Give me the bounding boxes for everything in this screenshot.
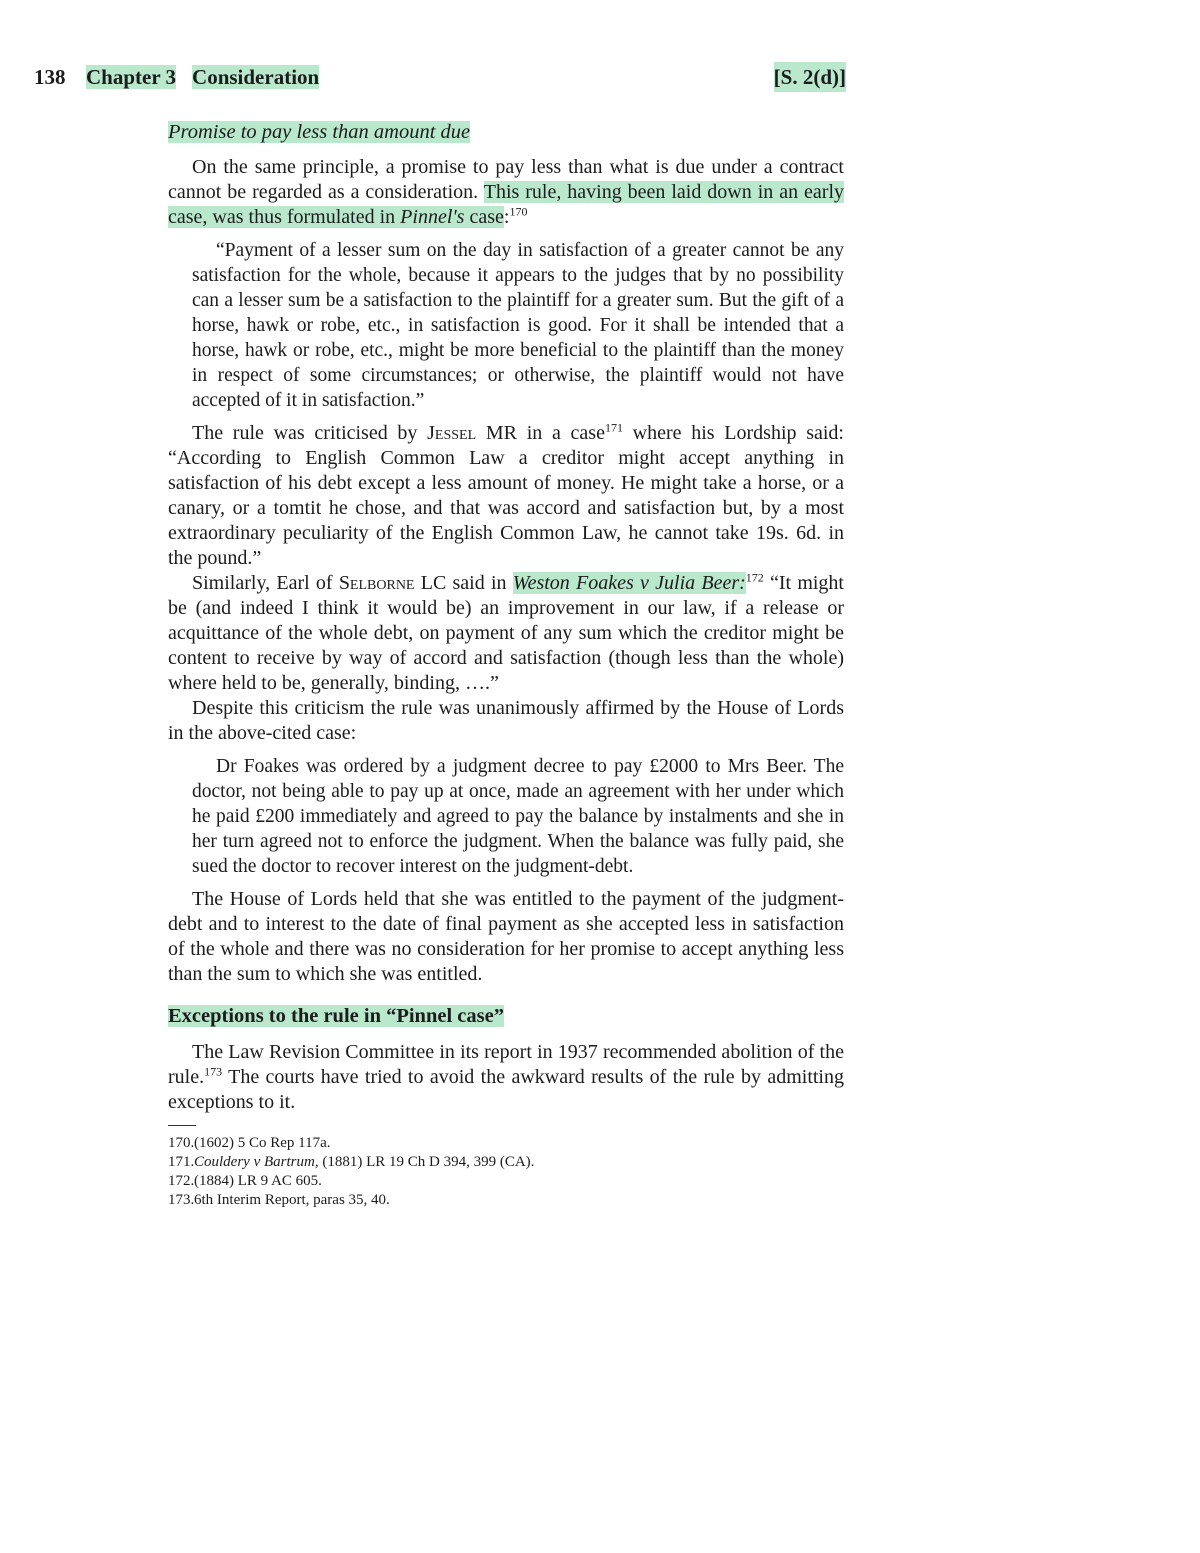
judge-name: Selborne <box>338 572 415 594</box>
footnote-ref-173: 173 <box>204 1064 223 1079</box>
footnote-ref-170: 170 <box>509 204 528 219</box>
paragraph-principle: On the same principle, a promise to pay less than what is due under a contract cannot be regarded as a consideration. This rule, having been laid down in an early case, was thus formulated in Pinnel's case:$^{170}$ <box>168 156 844 228</box>
running-header <box>34 62 846 92</box>
case-name: Weston Foakes v Julia Beer: <box>512 572 746 594</box>
section-heading-exceptions: Exceptions to the rule in “Pinnel case” <box>168 1005 504 1027</box>
footnote-ref-172: 172 <box>745 570 764 585</box>
page-body <box>168 116 844 1210</box>
page-number: 138 <box>34 65 66 89</box>
footnote-170: 170.(1602) 5 Co Rep 117a. <box>168 1135 331 1151</box>
paragraph-despite: Despite this criticism the rule was unanimously affirmed by the House of Lords in the above-cited case: <box>168 697 844 744</box>
footnote-divider <box>168 1125 196 1126</box>
footnote-171: 171.Couldery v Bartrum, (1881) LR 19 Ch D 394, 399 (CA). <box>168 1154 535 1170</box>
paragraph-law-revision: The Law Revision Committee in its report in 1937 recommended abolition of the rule.$^{173}$ The courts have tried to avoid the awkward results of the rule by admitting exceptions to it. <box>168 1041 844 1113</box>
chapter-title: Consideration <box>192 65 320 89</box>
footnote-173: 173.6th Interim Report, paras 35, 40. <box>168 1192 390 1208</box>
judge-name: Jessel <box>427 422 477 444</box>
paragraph-jessel: The rule was criticised by Jessel MR in a case$^{171}$ where his Lordship said: “According to English Common Law a creditor might accept anything in satisfaction of his debt except a less amount of money. He might take a horse, or a canary, or a tomtit he chose, and that was accord and satisfaction but, by a most extraordinary peculiarity of the English Common Law, he cannot take 19s. 6d. in the pound.” <box>168 420 844 569</box>
paragraph-holding: The House of Lords held that she was entitled to the payment of the judgment-debt and to interest to the date of final payment as she accepted less in satisfaction of the whole and there was no consideration for her promise to accept anything less than the sum to which she was entitled. <box>168 888 844 985</box>
chapter-label: Chapter 3 <box>86 65 177 89</box>
quote-pinnel: “Payment of a lesser sum on the day in satisfaction of a greater cannot be any satisfaction for the whole, because it appears to the judges that by no possibility can a lesser sum be a satisfaction to the plaintiff for a greater sum. But the gift of a horse, hawk or robe, etc., in satisfaction is good. For it shall be intended that a horse, hawk or robe, etc., might be more beneficial to the plaintiff than the money in respect of some circumstances; or otherwise, the plaintiff would not have accepted of it in satisfaction.” <box>192 240 844 411</box>
section-heading-promise: Promise to pay less than amount due <box>168 121 471 143</box>
footnotes <box>168 1134 844 1210</box>
footnote-ref-171: 171 <box>604 420 623 435</box>
footnote-172: 172.(1884) LR 9 AC 605. <box>168 1173 322 1189</box>
quote-foakes-facts: Dr Foakes was ordered by a judgment decree to pay £2000 to Mrs Beer. The doctor, not being able to pay up at once, made an agreement with her under which he paid £200 immediately and agreed to pay the balance by instalments and she in her turn agreed not to enforce the judgment. When the balance was fully paid, she sued the doctor to recover interest on the judgment-debt. <box>192 756 844 877</box>
section-reference: [S. 2(d)] <box>774 62 846 92</box>
paragraph-selborne: Similarly, Earl of Selborne LC said in Weston Foakes v Julia Beer:$^{172}$ “It might be (and indeed I think it would be) an improvement in our law, if a release or acquittance of the whole debt, on payment of any sum which the creditor might be content to receive by way of accord and satisfaction (though less than the whole) where held to be, generally, binding, ….” <box>168 570 844 694</box>
